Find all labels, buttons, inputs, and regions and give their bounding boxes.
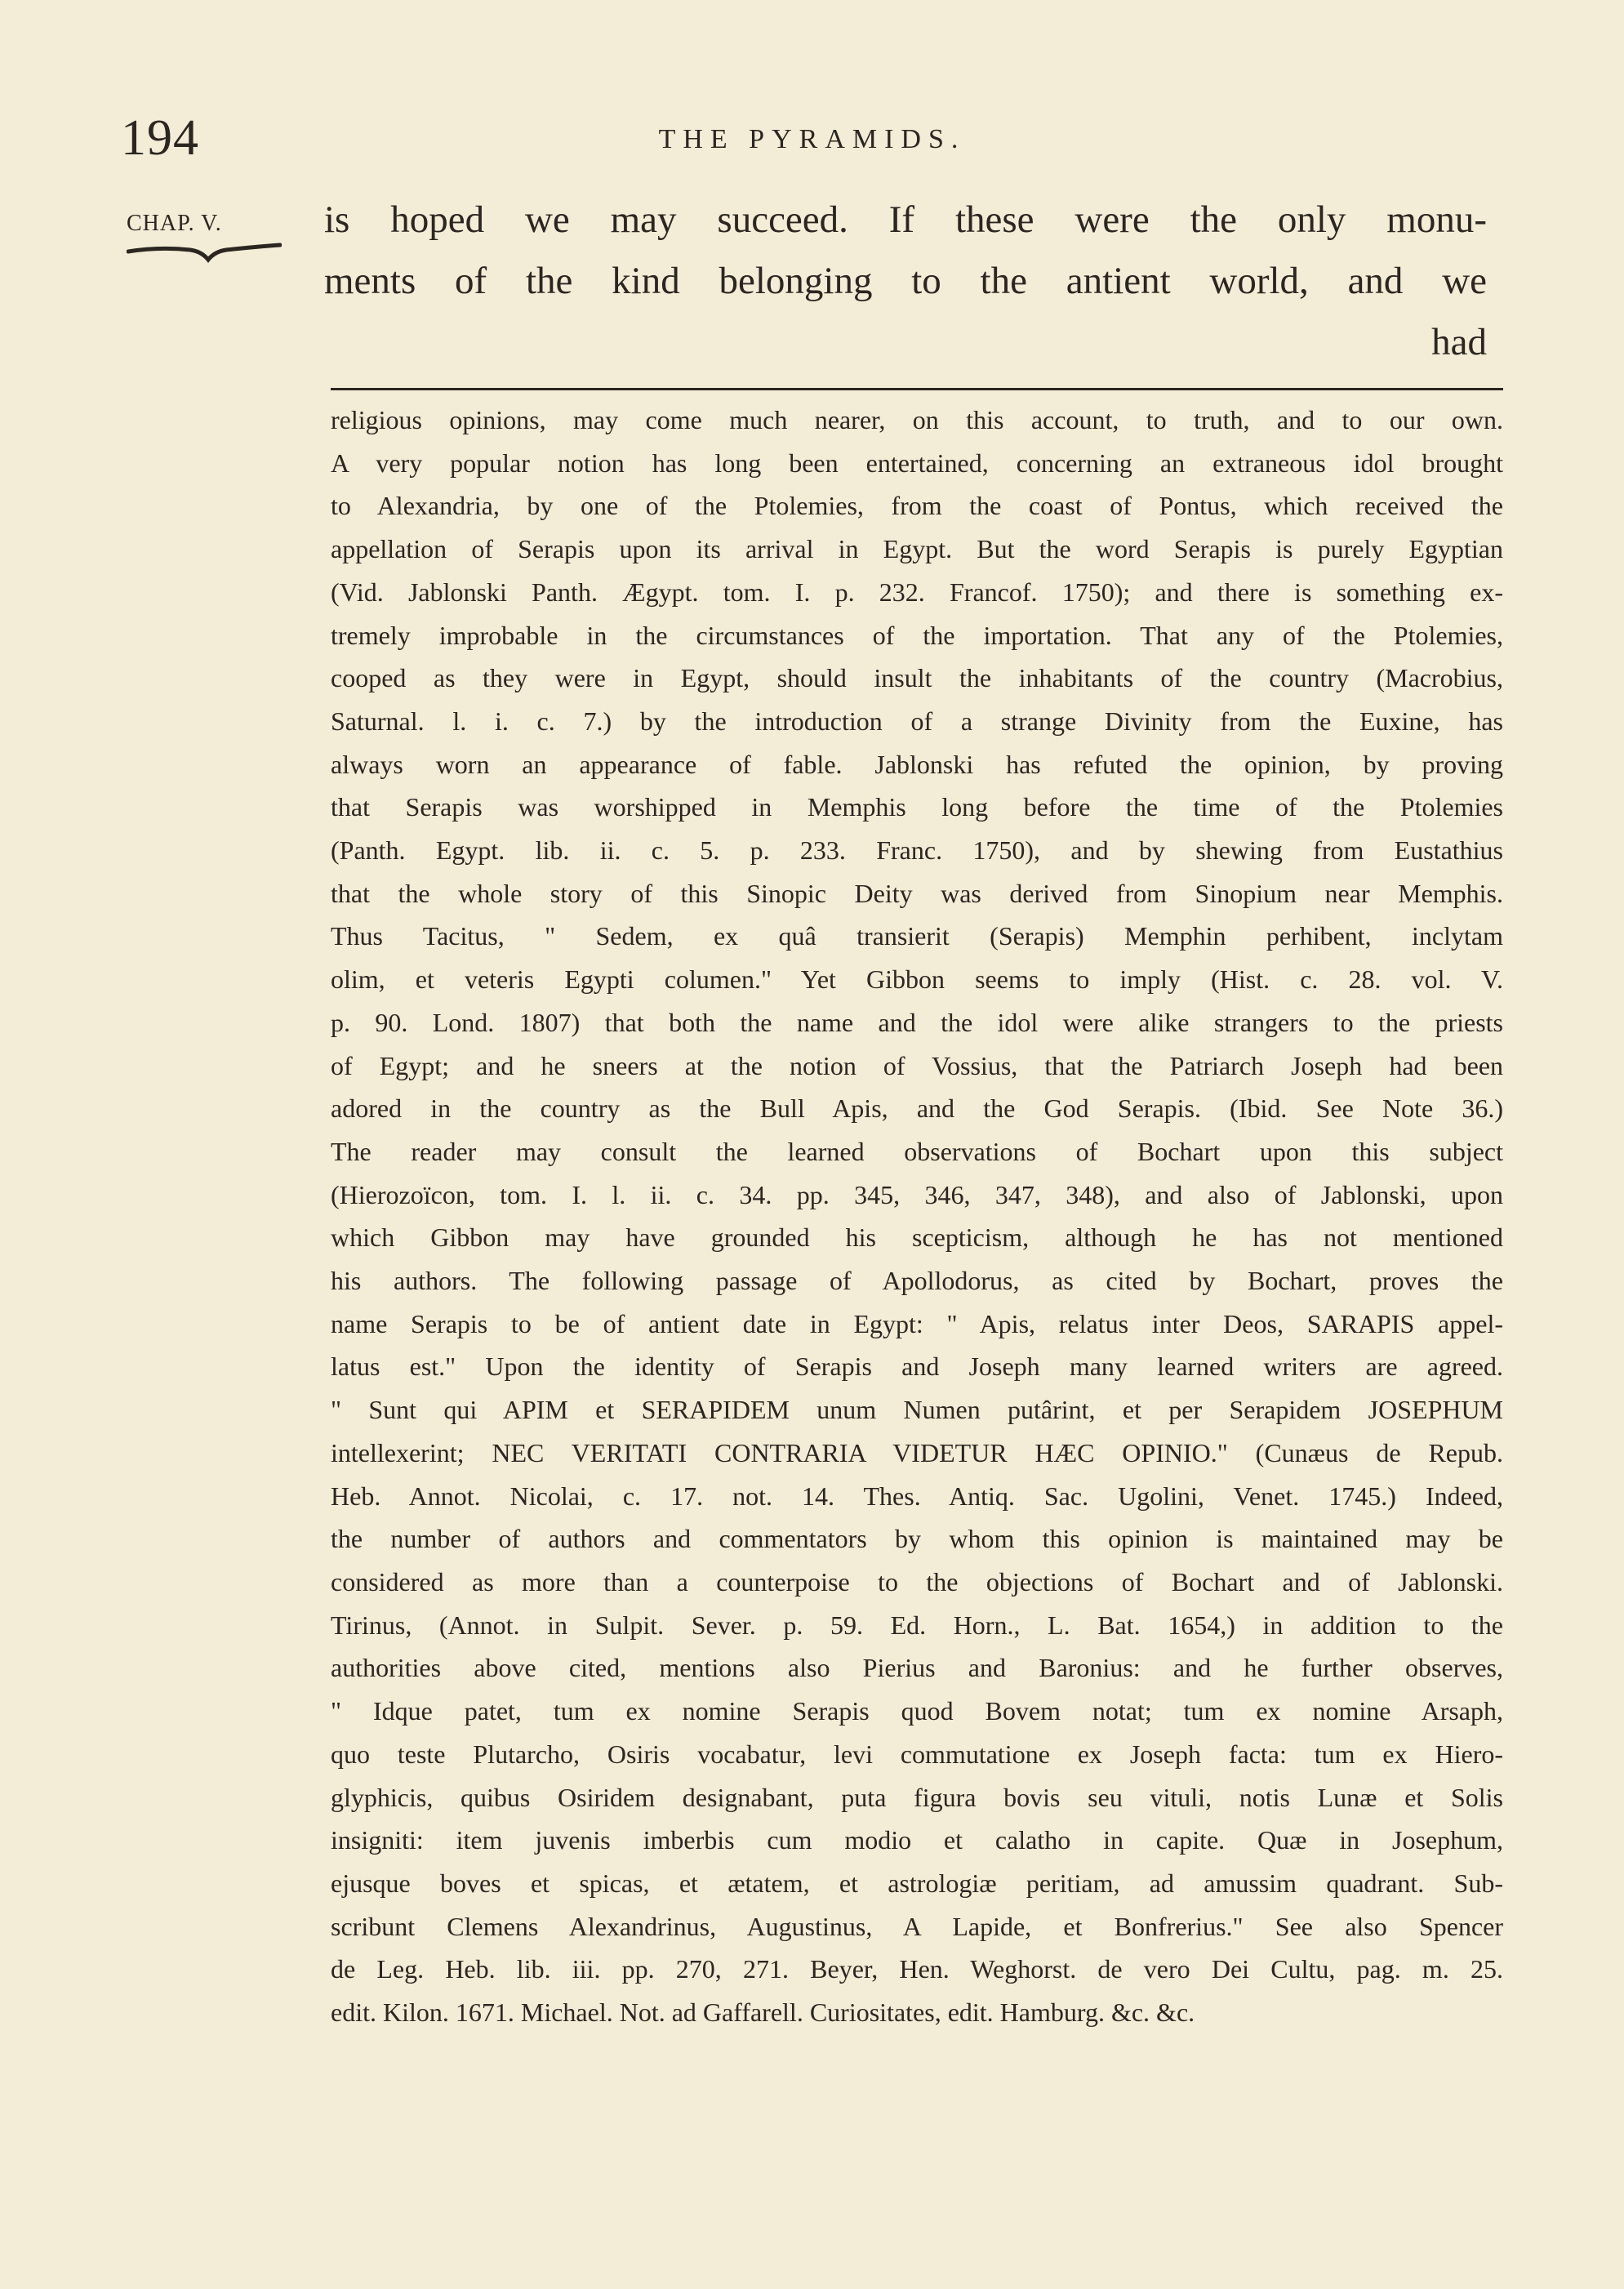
footnote-line: to Alexandria, by one of the Ptolemies, from the coast of Pontus, which received the [331, 491, 1503, 521]
footnote-line: edit. Kilon. 1671. Michael. Not. ad Gaffarell. Curiositates, edit. Hamburg. &c. &c. [331, 1997, 1195, 2028]
footnote-line: (Vid. Jablonski Panth. Ægypt. tom. I. p. 232. Francof. 1750); and there is something ex- [331, 577, 1503, 607]
footnote-line: de Leg. Heb. lib. iii. pp. 270, 271. Beyer, Hen. Weghorst. de vero Dei Cultu, pag. m. 25. [331, 1954, 1503, 1984]
footnote-line: quo teste Plutarcho, Osiris vocabatur, levi commutatione ex Joseph facta: tum ex Hiero- [331, 1739, 1503, 1769]
footnote-line: Heb. Annot. Nicolai, c. 17. not. 14. Thes. Antiq. Sac. Ugolini, Venet. 1745.) Indeed, [331, 1481, 1503, 1511]
footnote-line: considered as more than a counterpoise to the objections of Bochart and of Jablonski. [331, 1566, 1503, 1597]
footnote-line: Saturnal. l. i. c. 7.) by the introduction of a strange Divinity from the Euxine, has [331, 706, 1503, 736]
footnote-line: authorities above cited, mentions also Pierius and Baronius: and he further observes, [331, 1653, 1503, 1683]
footnote-line: his authors. The following passage of Apollodorus, as cited by Bochart, proves the [331, 1266, 1503, 1296]
footnote-line: appellation of Serapis upon its arrival in Egypt. But the word Serapis is purely Egyptian [331, 534, 1503, 564]
footnote-line: The reader may consult the learned observations of Bochart upon this subject [331, 1136, 1503, 1166]
footnote-line: latus est." Upon the identity of Serapis and Joseph many learned writers are agreed. [331, 1352, 1503, 1382]
page-number: 194 [121, 110, 199, 166]
footnote-line: (Panth. Egypt. lib. ii. c. 5. p. 233. Franc. 1750), and by shewing from Eustathius [331, 835, 1503, 866]
footnote-line: of Egypt; and he sneers at the notion of Vossius, that the Patriarch Joseph had been [331, 1050, 1503, 1080]
footnote-line: adored in the country as the Bull Apis, and the God Serapis. (Ibid. See Note 36.) [331, 1093, 1503, 1124]
catchword: had [1431, 321, 1487, 363]
footnote-line: Tirinus, (Annot. in Sulpit. Sever. p. 59. Ed. Horn., L. Bat. 1654,) in addition to the [331, 1610, 1503, 1640]
footnote-line: A very popular notion has long been entertained, concerning an extraneous idol brought [331, 448, 1503, 478]
main-text-line: ments of the kind belonging to the antient world, and we [324, 260, 1487, 302]
footnote-line: that Serapis was worshipped in Memphis long before the time of the Ptolemies [331, 792, 1503, 822]
main-text-line: is hoped we may succeed. If these were the only monu- [324, 198, 1487, 241]
footnote-line: p. 90. Lond. 1807) that both the name and the idol were alike strangers to the priests [331, 1007, 1503, 1037]
footnote [331, 399, 1503, 2034]
footnote-line: that the whole story of this Sinopic Deity was derived from Sinopium near Memphis. [331, 878, 1503, 908]
footnote-line: name Serapis to be of antient date in Egypt: " Apis, relatus inter Deos, SARAPIS appel- [331, 1308, 1503, 1338]
footnote-line: scribunt Clemens Alexandrinus, Augustinus, A Lapide, et Bonfrerius." See also Spencer [331, 1911, 1503, 1941]
footnote-line: Thus Tacitus, " Sedem, ex quâ transierit (Serapis) Memphin perhibent, inclytam [331, 921, 1503, 951]
footnote-line: religious opinions, may come much nearer, on this account, to truth, and to our own. [331, 405, 1503, 434]
chapter-marginal-note [127, 211, 290, 263]
brace-flourish-icon [127, 242, 282, 263]
footnote-line: " Idque patet, tum ex nomine Serapis quod Bovem notat; tum ex nomine Arsaph, [331, 1696, 1503, 1726]
footnote-line: which Gibbon may have grounded his scepticism, although he has not mentioned [331, 1222, 1503, 1253]
footnote-line: insigniti: item juvenis imberbis cum modio et calatho in capite. Quæ in Josephum, [331, 1825, 1503, 1855]
footnote-line: cooped as they were in Egypt, should insult the inhabitants of the country (Macrobius, [331, 663, 1503, 693]
chapter-label: CHAP. V. [127, 211, 222, 236]
footnote-line: intellexerint; NEC VERITATI CONTRARIA VIDETUR HÆC OPINIO." (Cunæus de Repub. [331, 1437, 1503, 1467]
footnote-line: (Hierozoïcon, tom. I. l. ii. c. 34. pp. 345, 346, 347, 348), and also of Jablonski, upon [331, 1179, 1503, 1209]
footnote-line: olim, et veteris Egypti columen." Yet Gibbon seems to imply (Hist. c. 28. vol. V. [331, 964, 1503, 995]
footnote-line: glyphicis, quibus Osiridem designabant, puta figura bovis seu vituli, notis Lunæ et Solis [331, 1782, 1503, 1812]
footnote-line: the number of authors and commentators by whom this opinion is maintained may be [331, 1524, 1503, 1554]
footnote-rule [331, 388, 1503, 390]
main-text [324, 189, 1487, 373]
running-head: THE PYRAMIDS. [658, 124, 966, 154]
footnote-line: ejusque boves et spicas, et ætatem, et astrologiæ peritiam, ad amussim quadrant. Sub- [331, 1868, 1503, 1898]
footnote-line: tremely improbable in the circumstances of the importation. That any of the Ptolemies, [331, 620, 1503, 650]
footnote-line: " Sunt qui APIM et SERAPIDEM unum Numen putârint, et per Serapidem JOSEPHUM [331, 1395, 1503, 1425]
footnote-line: always worn an appearance of fable. Jablonski has refuted the opinion, by proving [331, 749, 1503, 779]
